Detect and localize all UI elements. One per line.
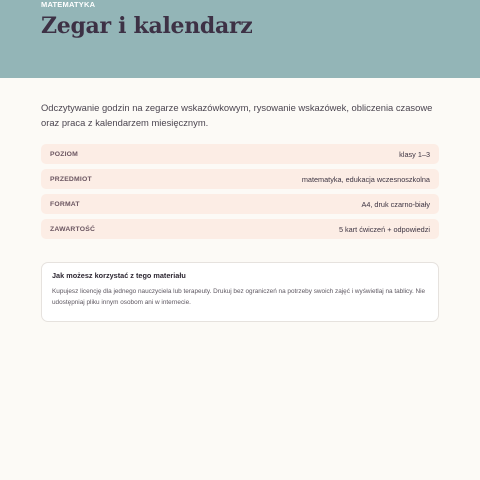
details-list xyxy=(41,144,439,244)
detail-value: A4, druk czarno-biały xyxy=(361,199,430,209)
page-title: Zegar i kalendarz xyxy=(41,13,253,39)
product-description: Odczytywanie godzin na zegarze wskazówkowym, rysowanie wskazówek, obliczenia czasowe oraz praca z kalendarzem miesięcznym. xyxy=(41,102,433,128)
subject-eyebrow: MATEMATYKA xyxy=(41,0,96,9)
detail-row-level xyxy=(41,144,439,164)
header-banner xyxy=(0,0,480,78)
license-title: Jak możesz korzystać z tego materiału xyxy=(52,271,186,280)
license-card xyxy=(41,262,439,322)
detail-row-format xyxy=(41,194,439,214)
detail-row-contents xyxy=(41,219,439,239)
detail-value: matematyka, edukacja wczesnoszkolna xyxy=(301,174,430,184)
detail-label: FORMAT xyxy=(50,200,80,208)
detail-label: PRZEDMIOT xyxy=(50,175,92,183)
detail-row-subject xyxy=(41,169,439,189)
detail-label: ZAWARTOŚĆ xyxy=(50,225,96,233)
license-body: Kupujesz licencję dla jednego nauczyciela lub terapeuty. Drukuj bez ograniczeń na potrzeby swoich zajęć i wyświetlaj na tablicy. Nie udostępniaj pliku innym osobom ani w internecie. xyxy=(52,288,426,306)
detail-value: klasy 1–3 xyxy=(399,149,430,159)
detail-value: 5 kart ćwiczeń + odpowiedzi xyxy=(338,224,430,234)
detail-label: POZIOM xyxy=(50,150,79,158)
